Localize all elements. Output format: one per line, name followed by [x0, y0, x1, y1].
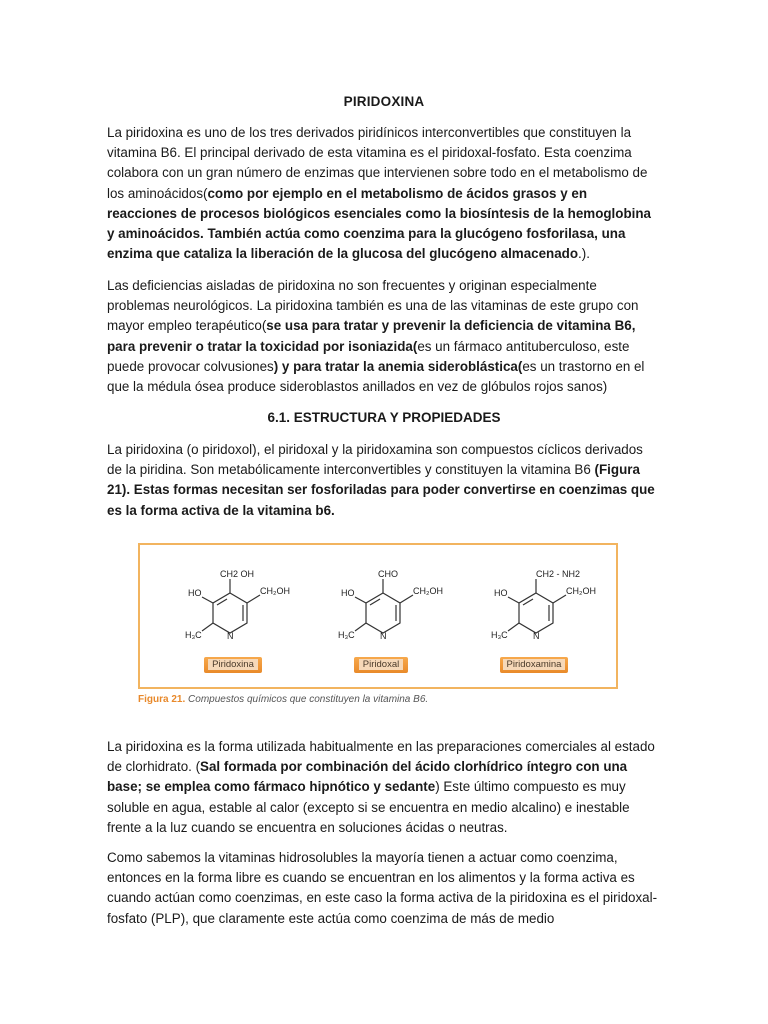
ho-label-3: HO	[494, 588, 508, 598]
ch2oh-right-2: CH₂OH	[413, 586, 443, 596]
page-title: PIRIDOXINA	[343, 94, 425, 109]
structure-group	[202, 579, 566, 633]
paragraph-4-text-end: ) Este último compuesto es muy soluble en agua, estable al calor (excepto si se encuentra en medio alcalino) e inestable frente a la luz cuando se encuentra en soluciones ácidas o neutras.	[107, 779, 630, 835]
paragraph-1	[107, 123, 659, 264]
figure-caption-text: Compuestos químicos que constituyen la vitamina B6.	[188, 694, 429, 705]
paragraph-5-text: Como sabemos la vitaminas hidrosolubles la mayoría tienen a actuar como coenzima, entonces en la forma libre es cuando se encuentran en los alimentos y la forma activa es cuando actúan como coenzimas, en este caso la forma activa de la piridoxina es el piridoxal- fosfato (PLP), que claramente este actúa como coenzima de más de medio	[107, 850, 658, 926]
paragraph-4	[107, 737, 659, 838]
h3c-label-2: H₃C	[338, 630, 355, 640]
label-piridoxamina: Piridoxamina	[500, 657, 568, 673]
label-piridoxal: Piridoxal	[354, 657, 408, 673]
molecule-piridoxina	[202, 579, 260, 633]
paragraph-2	[107, 276, 659, 397]
paragraph-2-text-mid: es un fármaco antituberculoso, este puede provocar colvusiones	[107, 338, 630, 374]
figure-number: Figura 21.	[138, 694, 186, 705]
paragraph-1-bold: como por ejemplo en el metabolismo de ácidos grasos y en reacciones de procesos biológicos esenciales como la biosíntesis de la hemoglobina y aminoácidos. También actúa como coenzima para la glucógeno fosforilasa, una enzima que cataliza la liberación de la glucosa del glucógeno almacenado	[107, 185, 651, 262]
paragraph-2-text-end: es un trastorno en el que la médula ósea produce sideroblastos anillados en vez de glóbulos rojos sanos)	[107, 358, 645, 395]
section-title: 6.1. ESTRUCTURA Y PROPIEDADES	[267, 410, 501, 425]
paragraph-4-bold: Sal formada por combinación del ácido clorhídrico íntegro con una base; se emplea como fármaco hipnótico y sedante	[107, 759, 628, 795]
paragraph-1-text: La piridoxina es uno de los tres derivados piridínicos interconvertibles que constituyen la vitamina B6. El principal derivado de esta vitamina es el piridoxal-fosfato. Esta coenzima colabora con un gran número de enzimas que intervienen sobre todo en el metabolismo de los aminoácidos(	[107, 125, 648, 201]
paragraph-5	[107, 848, 659, 929]
paragraph-3	[107, 440, 659, 521]
molecule-piridoxamina	[508, 579, 566, 633]
substituent-3: CH2 - NH2	[536, 569, 581, 579]
n-label-3: N	[533, 631, 540, 641]
substituent-2: CHO	[378, 569, 398, 579]
ho-label-2: HO	[341, 588, 355, 598]
paragraph-1-text-end: .).	[578, 246, 590, 262]
n-label-2: N	[380, 631, 387, 641]
paragraph-3-text: La piridoxina (o piridoxol), el piridoxal y la piridoxamina son compuestos cíclicos derivados de la piridina. Son metabólicamente interconvertibles y constituyen la vitamina B6	[107, 442, 643, 478]
n-label-1: N	[227, 631, 234, 641]
paragraph-2-bold-2: ) y para tratar la anemia sideroblástica(	[273, 358, 523, 374]
figure-21	[138, 543, 618, 689]
ho-label-1: HO	[188, 588, 202, 598]
paragraph-3-bold: (Figura 21). Estas formas necesitan ser fosforiladas para poder convertirse en coenzimas que es la forma activa de la vitamina b6.	[107, 462, 655, 518]
molecule-piridoxal	[355, 579, 413, 633]
ch2oh-right-3: CH₂OH	[566, 586, 596, 596]
substituent-1: CH2 OH	[220, 569, 255, 579]
label-piridoxina: Piridoxina	[204, 657, 262, 673]
paragraph-4-text: La piridoxina es la forma utilizada habitualmente en las preparaciones comerciales al estado de clorhidrato. (	[107, 739, 655, 775]
paragraph-2-bold: se usa para tratar y prevenir la deficiencia de vitamina B6, para prevenir o tratar la toxicidad por isoniazida(	[107, 318, 636, 354]
ch2oh-right-1: CH₂OH	[260, 586, 290, 596]
h3c-label-1: H₃C	[185, 630, 202, 640]
paragraph-2-text: Las deficiencias aisladas de piridoxina no son frecuentes y originan especialmente problemas neurológicos. La piridoxina también es una de las vitaminas de este grupo con mayor empleo terapéutico(	[107, 278, 639, 334]
figure-caption	[138, 694, 428, 705]
h3c-label-3: H₃C	[491, 630, 508, 640]
